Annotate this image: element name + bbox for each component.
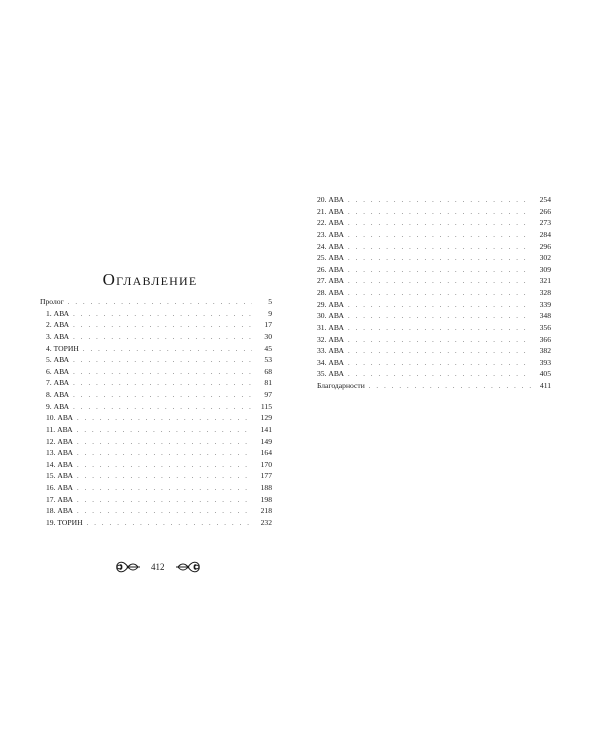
toc-entry xyxy=(317,264,551,276)
toc-entry-page: 284 xyxy=(539,229,551,239)
toc-entry-label: 27. АВА xyxy=(317,276,344,286)
toc-leader-dots xyxy=(348,300,531,312)
toc-entry xyxy=(317,194,551,206)
toc-leader-dots xyxy=(68,297,252,309)
toc-leader-dots xyxy=(77,425,252,437)
toc-leader-dots xyxy=(348,218,531,230)
toc-entry-label: 3. АВА xyxy=(46,331,70,341)
toc-entry-page: 115 xyxy=(260,401,272,411)
toc-entry-label: 23. АВА xyxy=(317,229,344,239)
toc-entry-page: 382 xyxy=(539,346,551,356)
toc-entry-page: 97 xyxy=(264,390,272,399)
toc-entry xyxy=(40,424,272,436)
toc-entry xyxy=(40,343,272,355)
right-page xyxy=(300,0,600,750)
toc-leader-dots xyxy=(77,495,252,507)
toc-entry-page: 302 xyxy=(539,253,551,263)
toc-leader-dots xyxy=(77,448,252,460)
toc-entry-page: 68 xyxy=(264,366,272,376)
toc-entry xyxy=(40,517,272,529)
toc-leader-dots xyxy=(77,471,252,483)
toc-leader-dots xyxy=(348,253,531,265)
toc-entry xyxy=(317,252,551,264)
toc-entry-label: 12. АВА xyxy=(46,436,73,446)
toc-entry xyxy=(40,308,272,320)
toc-entry-page: 30 xyxy=(264,331,272,341)
toc-entry-page: 81 xyxy=(264,378,272,388)
toc-entry xyxy=(317,241,551,253)
toc-entry xyxy=(40,401,272,413)
toc-entry xyxy=(40,447,272,459)
toc-entry-page: 254 xyxy=(539,195,551,204)
toc-entry-label: 15. АВА xyxy=(46,471,73,481)
toc-entry-label: 29. АВА xyxy=(317,299,344,309)
page-footer xyxy=(115,559,201,575)
toc-leader-dots xyxy=(348,358,531,370)
toc-entry-page: 356 xyxy=(539,322,551,332)
toc-entry-label: 33. АВА xyxy=(317,346,344,356)
toc-leader-dots xyxy=(348,276,531,288)
toc-leader-dots xyxy=(87,518,252,530)
toc-entry xyxy=(40,505,272,517)
toc-entry-page: 328 xyxy=(539,288,551,297)
toc-entry-label: 9. АВА xyxy=(46,401,70,411)
toc-entry xyxy=(40,331,272,343)
toc-entry-label: 18. АВА xyxy=(46,506,73,516)
toc-entry xyxy=(317,275,551,287)
toc-entry-label: 24. АВА xyxy=(317,241,344,251)
toc-entry-label: 31. АВА xyxy=(317,322,344,332)
toc-entry xyxy=(317,287,551,299)
toc-leader-dots xyxy=(73,402,252,414)
toc-entry-page: 53 xyxy=(264,355,272,365)
toc-entry-page: 129 xyxy=(260,413,272,423)
toc-entry-page: 366 xyxy=(539,334,551,344)
toc-leader-dots xyxy=(348,346,531,358)
toc-entry xyxy=(40,470,272,482)
toc-leader-dots xyxy=(348,311,531,323)
toc-entry xyxy=(40,459,272,471)
toc-entry-label: 5. АВА xyxy=(46,355,70,365)
toc-entry xyxy=(317,229,551,241)
toc-entry xyxy=(40,319,272,331)
toc-leader-dots xyxy=(77,437,252,449)
toc-leader-dots xyxy=(369,381,531,393)
toc-entry-label: 8. АВА xyxy=(46,390,70,399)
toc-entry-label: 25. АВА xyxy=(317,253,344,263)
toc-leader-dots xyxy=(348,335,531,347)
toc-leader-dots xyxy=(73,367,252,379)
toc-entry xyxy=(317,217,551,229)
toc-entry-label: Благодарности xyxy=(317,381,365,390)
toc-entry-label: 7. АВА xyxy=(46,378,70,388)
toc-leader-dots xyxy=(77,506,252,518)
toc-entry-page: 393 xyxy=(539,357,551,367)
toc-leader-dots xyxy=(73,320,252,332)
toc-entry xyxy=(40,296,272,308)
toc-entry-label: Пролог xyxy=(40,297,64,306)
toc-leader-dots xyxy=(348,207,531,219)
toc-entry-label: 14. АВА xyxy=(46,459,73,469)
toc-entry xyxy=(40,389,272,401)
toc-entry-page: 188 xyxy=(260,483,272,492)
toc-leader-dots xyxy=(77,460,252,472)
toc-entry-label: 16. АВА xyxy=(46,483,73,492)
toc-entry-label: 2. АВА xyxy=(46,320,70,330)
toc-leader-dots xyxy=(348,288,531,300)
toc-leader-dots xyxy=(73,309,252,321)
toc-entry xyxy=(317,206,551,218)
toc-entry-page: 164 xyxy=(260,448,272,458)
toc-entry-page: 45 xyxy=(264,343,272,353)
toc-entry-label: 20. АВА xyxy=(317,195,344,204)
toc-entry-page: 5 xyxy=(268,297,272,306)
toc-entry-page: 273 xyxy=(539,218,551,228)
toc-leader-dots xyxy=(73,378,252,390)
toc-leader-dots xyxy=(348,230,531,242)
toc-list-right xyxy=(317,194,551,392)
toc-entry xyxy=(317,357,551,369)
toc-entry-label: 34. АВА xyxy=(317,357,344,367)
toc-list-left xyxy=(40,296,272,529)
toc-entry-page: 232 xyxy=(260,517,272,527)
toc-entry-label: 13. АВА xyxy=(46,448,73,458)
toc-leader-dots xyxy=(348,265,531,277)
toc-leader-dots xyxy=(83,344,252,356)
toc-leader-dots xyxy=(73,390,252,402)
toc-entry xyxy=(40,494,272,506)
toc-entry-page: 266 xyxy=(539,206,551,216)
toc-entry xyxy=(40,354,272,366)
toc-entry-page: 170 xyxy=(260,459,272,469)
toc-entry-page: 149 xyxy=(260,436,272,446)
toc-entry-page: 177 xyxy=(260,471,272,481)
toc-entry-label: 26. АВА xyxy=(317,264,344,274)
toc-entry xyxy=(40,436,272,448)
toc-entry-label: 19. ТОРИН xyxy=(46,517,83,527)
toc-entry-page: 405 xyxy=(539,369,551,379)
toc-entry-label: 10. АВА xyxy=(46,413,73,423)
toc-entry xyxy=(317,345,551,357)
toc-entry xyxy=(40,377,272,389)
toc-entry xyxy=(317,380,551,392)
toc-entry-label: 30. АВА xyxy=(317,311,344,321)
toc-entry-page: 339 xyxy=(539,299,551,309)
toc-title: Оглавление xyxy=(102,270,198,289)
toc-leader-dots xyxy=(348,323,531,335)
toc-entry-page: 411 xyxy=(539,381,551,390)
toc-entry-page: 321 xyxy=(539,276,551,286)
toc-entry-page: 309 xyxy=(539,264,551,274)
toc-entry-page: 17 xyxy=(264,320,272,330)
toc-leader-dots xyxy=(77,413,252,425)
toc-entry-page: 198 xyxy=(260,494,272,504)
toc-entry xyxy=(317,368,551,380)
toc-entry-label: 28. АВА xyxy=(317,288,344,297)
toc-entry xyxy=(317,299,551,311)
toc-leader-dots xyxy=(77,483,252,495)
flourish-ornament-icon xyxy=(115,559,141,575)
toc-entry-label: 6. АВА xyxy=(46,366,70,376)
toc-entry xyxy=(317,334,551,346)
toc-leader-dots xyxy=(73,355,252,367)
flourish-ornament-icon xyxy=(175,559,201,575)
toc-entry-label: 4. ТОРИН xyxy=(46,343,79,353)
toc-entry-page: 141 xyxy=(260,424,272,434)
toc-entry-page: 218 xyxy=(260,506,272,516)
page-number: 412 xyxy=(151,562,165,572)
toc-entry xyxy=(40,482,272,494)
toc-entry-page: 9 xyxy=(268,308,272,318)
toc-entry-label: 22. АВА xyxy=(317,218,344,228)
toc-entry xyxy=(317,322,551,334)
toc-leader-dots xyxy=(348,369,531,381)
toc-entry-label: 17. АВА xyxy=(46,494,73,504)
toc-entry-page: 296 xyxy=(539,241,551,251)
toc-entry-label: 11. АВА xyxy=(46,424,73,434)
toc-entry-label: 35. АВА xyxy=(317,369,344,379)
toc-leader-dots xyxy=(348,242,531,254)
toc-entry xyxy=(40,366,272,378)
toc-leader-dots xyxy=(348,195,531,207)
toc-entry-page: 348 xyxy=(539,311,551,321)
toc-entry-label: 32. АВА xyxy=(317,334,344,344)
toc-entry xyxy=(317,310,551,322)
toc-entry-label: 1. АВА xyxy=(46,308,70,318)
toc-entry xyxy=(40,412,272,424)
toc-entry-label: 21. АВА xyxy=(317,206,344,216)
toc-leader-dots xyxy=(73,332,252,344)
